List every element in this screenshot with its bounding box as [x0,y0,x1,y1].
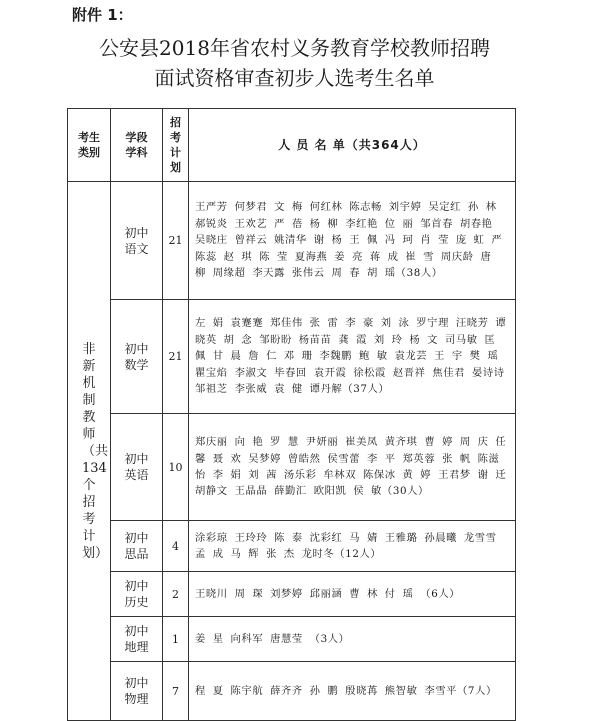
plan-cell: 7 [163,662,189,721]
table-row [68,182,516,300]
subject-cell: 初中物理 [111,662,163,721]
names-cell: 程 夏 陈宇航 薛齐齐 孙 鹏 殷晓苒 熊智敏 李雪平（7人） [189,662,516,721]
plan-cell: 1 [163,617,189,662]
header-subject: 学段学科 [111,109,163,182]
attachment-label: 附件 1： [72,6,133,24]
table-header-row [68,109,516,182]
document-title-line2: 面试资格审查初步人选考生名单 [154,66,435,90]
document-title-line1: 公安县2018年省农村义务教育学校教师招聘 [99,36,490,60]
names-cell: 涂彩琼 王玲玲 陈 泰 沈彩红 马 婧 王雅璐 孙晨曦 龙雪雪 孟 成 马 辉 张 杰 龙时冬（12人） [189,521,516,572]
plan-cell: 21 [163,182,189,300]
category-label: 非新机制教师（共134个招考计划） [82,341,109,561]
plan-cell: 4 [163,521,189,572]
header-plan: 招考计划 [163,109,189,182]
subject-cell: 初中思品 [111,521,163,572]
names-cell: 王晓川 周 琛 刘梦婷 邱丽涵 曹 林 付 瑶 （6人） [189,572,516,617]
names-cell: 郑庆丽 向 艳 罗 慧 尹妍丽 崔美凤 黄齐琪 曹 婷 周 庆 任 馨 聂 欢 吴梦婷 曾皓然 侯雪蕾 李 平 郑英蓉 张 帆 陈滋怡 李 娟 刘 茜 汤乐彩 牟林双 陈保冰 黄 婷 王君梦 谢 迁 胡静文 王晶晶 薛勤汇 欧阳凯 侯 敏（30人） [189,414,516,521]
table-row [68,414,516,521]
table-row [68,617,516,662]
candidate-table [67,108,516,721]
table-row [68,572,516,617]
subject-cell: 初中语文 [111,182,163,300]
names-cell: 姜 星 向科军 唐慧莹 （3人） [189,617,516,662]
header-category: 考生类别 [68,109,111,182]
plan-cell: 10 [163,414,189,521]
subject-cell: 初中地理 [111,617,163,662]
category-cell [68,182,111,721]
header-names: 人 员 名 单（共364人） [189,109,516,182]
names-cell: 王严芳 何梦君 文 梅 何红林 陈志畅 刘宇婷 吴定红 孙 林 郝锐炎 王欢艺 严 蓓 杨 柳 李红艳 位 丽 邹首春 胡春艳 吴晓庄 曾祥云 姚清华 谢 杨 王 佩 冯 珂 肖 莹 庞 虹 严陈蕊 赵 琪 陈 莹 夏海燕 姜 亮 蒋 成 崔 雪 周庆龄 唐 柳 周缘超 李天露 张伟云 周 春 胡 瑶（38人） [189,182,516,300]
table-row [68,521,516,572]
table-row [68,300,516,414]
names-cell: 左 娟 袁蹇蹇 郑佳伟 张 雷 李 豪 刘 泳 罗宁理 汪晓芳 谭晓英 胡 念 邹盼盼 杨苗苗 龚 霞 刘 玲 杨 文 司马敏 匡 佩 甘 晨 詹 仁 邓 珊 李魏鹏 鲍 敏 袁龙芸 王 宇 樊 瑶 瞿宝焰 李淑文 毕春回 袁开霞 徐松霞 赵晋祥 焦佳君 晏诗诗 邹祖芝 李张威 袁 健 谭丹解（37人） [189,300,516,414]
table-row [68,662,516,721]
plan-cell: 2 [163,572,189,617]
subject-cell: 初中英语 [111,414,163,521]
subject-cell: 初中数学 [111,300,163,414]
plan-cell: 21 [163,300,189,414]
subject-cell: 初中历史 [111,572,163,617]
